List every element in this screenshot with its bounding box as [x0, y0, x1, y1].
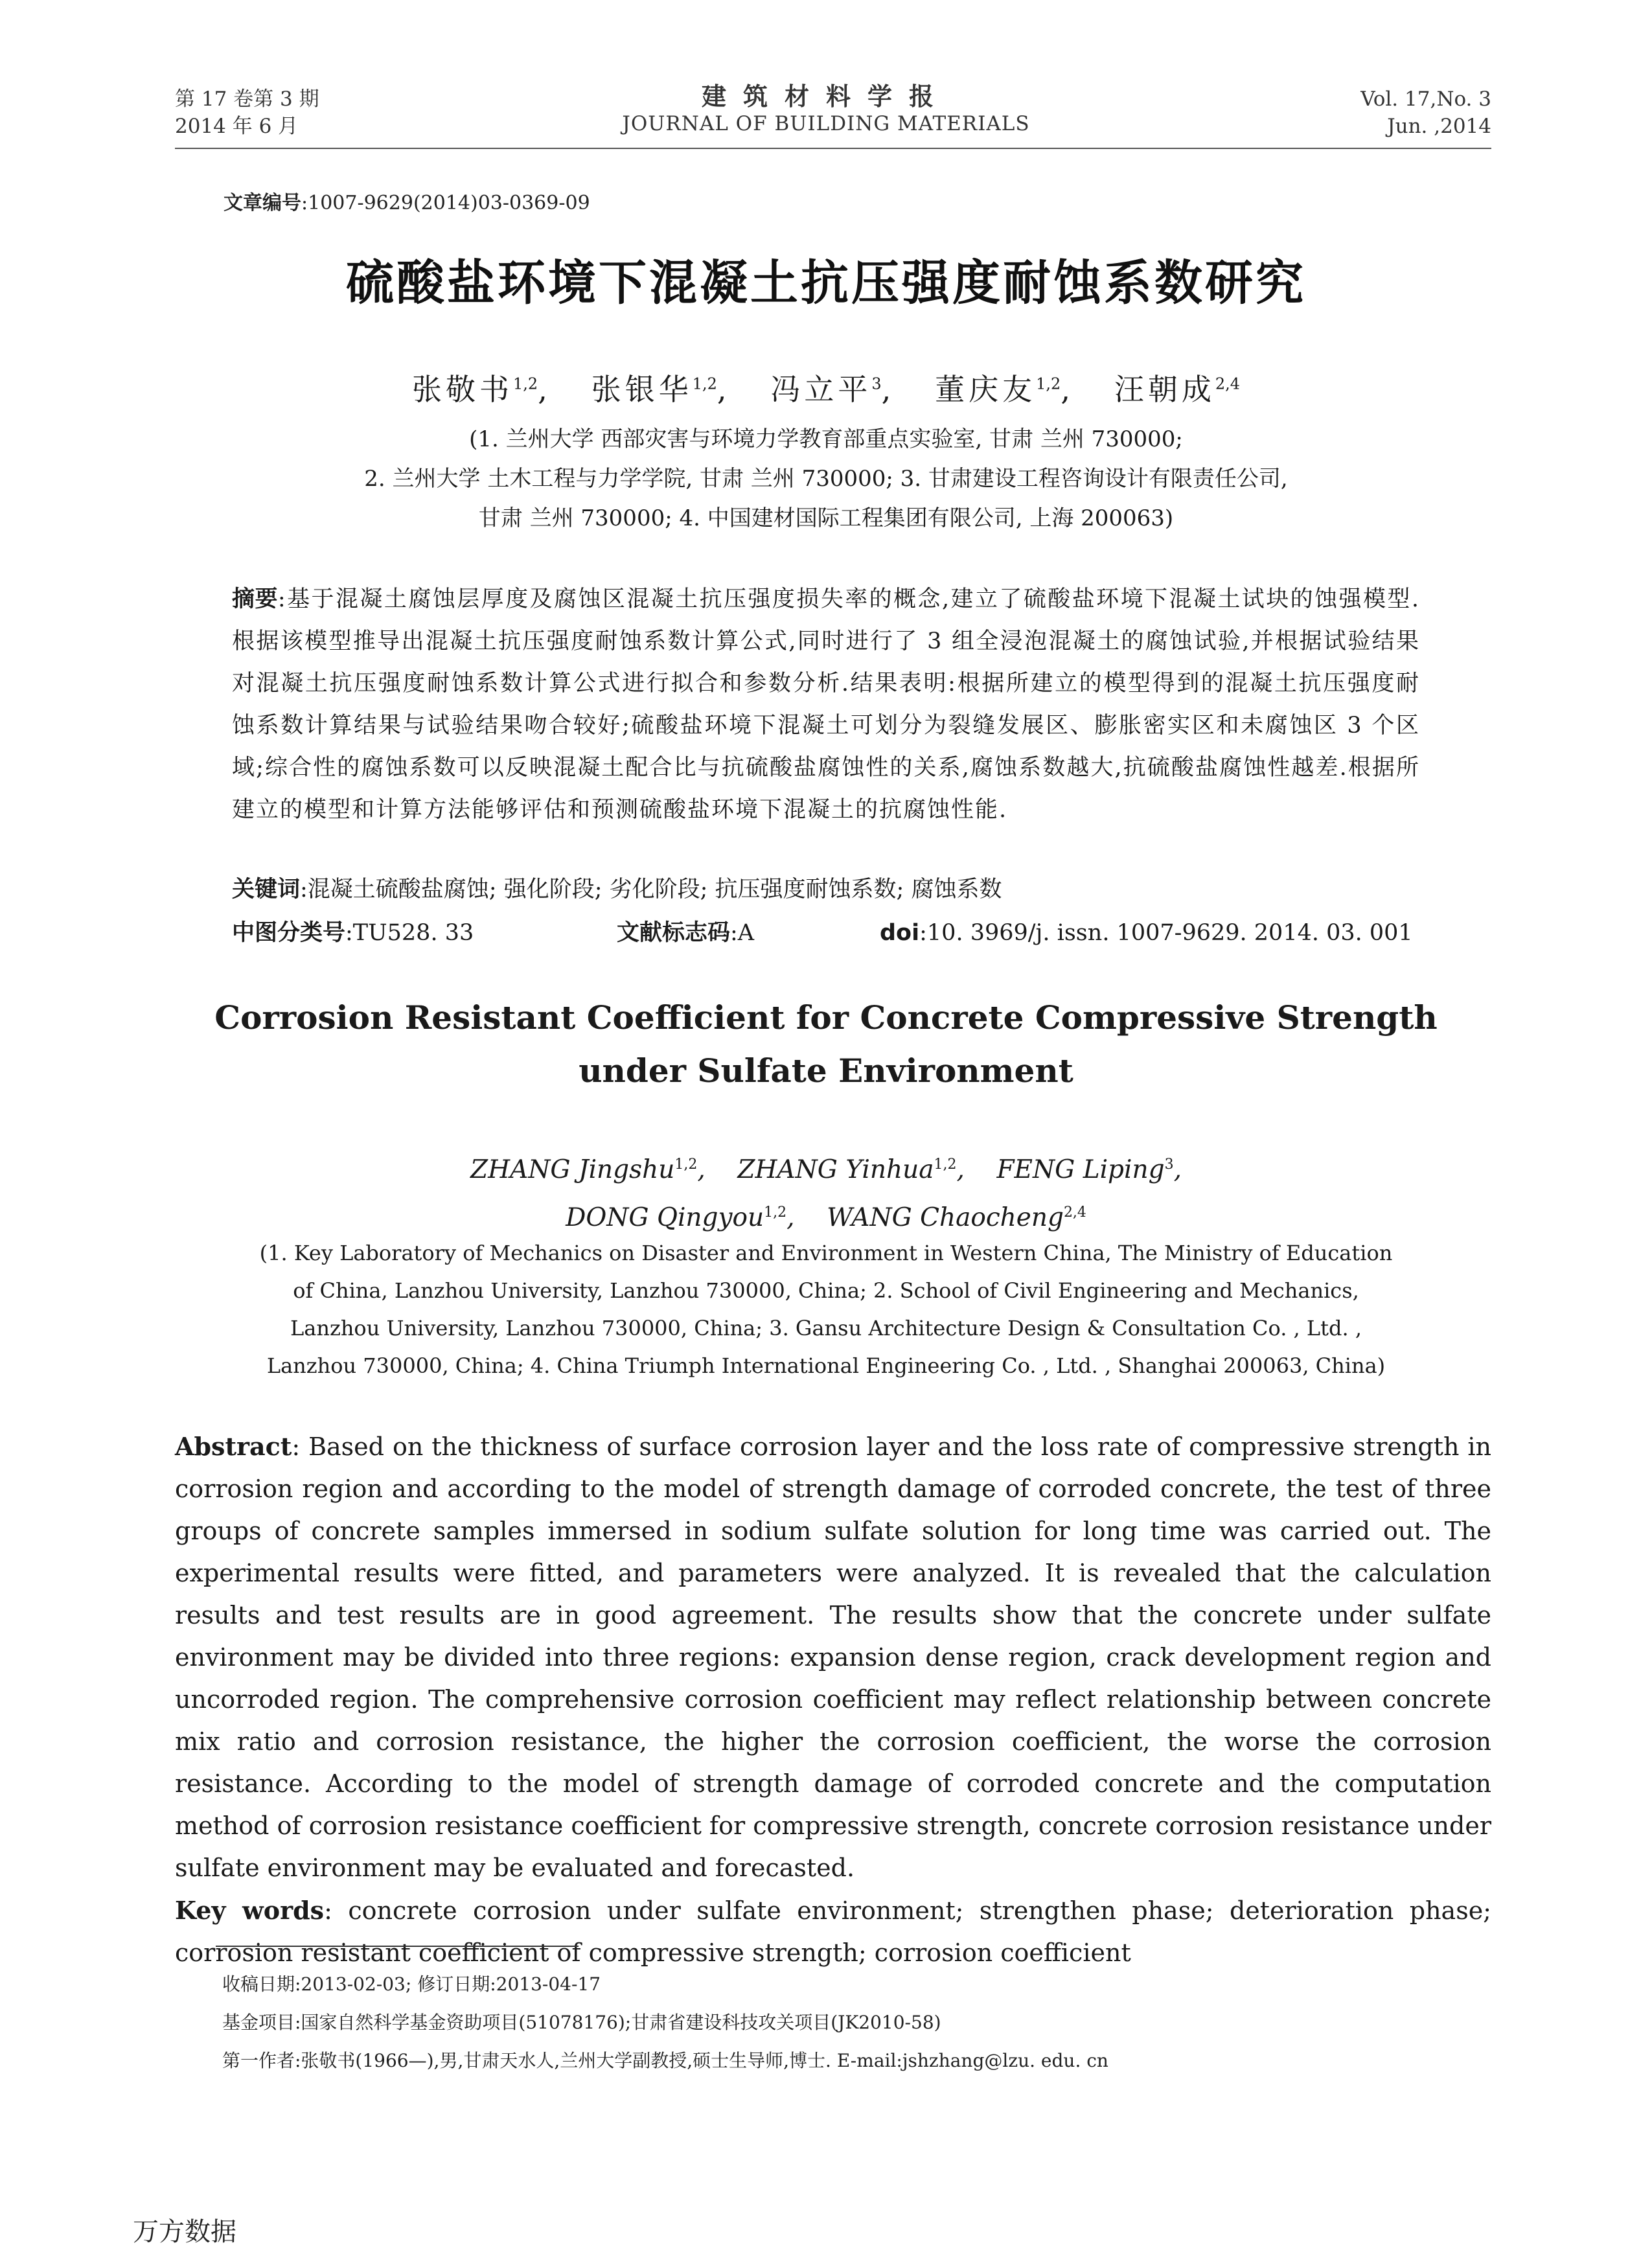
document-code: [617, 917, 754, 949]
doi: [880, 917, 1413, 949]
author-en: ZHANG Yinhua$^{1,2}$,: [737, 1155, 965, 1184]
header-divider: [175, 148, 1491, 149]
footnote-first-author: 第一作者:张敬书(1966—),男,甘肃天水人,兰州大学副教授,硕士生导师,博士. E-mail:jshzhang@lzu. edu. cn: [222, 2050, 1108, 2071]
abstract-en-paragraph: [175, 1425, 1491, 1889]
abstract-cn-text: :基于混凝土腐蚀层厚度及腐蚀区混凝土抗压强度损失率的概念,建立了硫酸盐环境下混凝土试块的蚀强模型.根据该模型推导出混凝土抗压强度耐蚀系数计算公式,同时进行了 3 组全浸泡混凝土的腐蚀试验,并根据试验结果对混凝土抗压强度耐蚀系数计算公式进行拟合和参数分析.结果表明:根据所建立的模型得到的混凝土抗压强度耐蚀系数计算结果与试验结果吻合较好;硫酸盐环境下混凝土可划分为裂缝发展区、膨胀密实区和未腐蚀区 3 个区域;综合性的腐蚀系数可以反映混凝土配合比与抗硫酸盐腐蚀性的关系,腐蚀系数越大,抗硫酸盐腐蚀性越差.根据所建立的模型和计算方法能够评估和预测硫酸盐环境下混凝土的抗腐蚀性能.: [232, 586, 1420, 823]
author-cn: 董庆友$^{1,2}$,: [935, 372, 1074, 407]
article-number-value: :1007-9629(2014)03-0369-09: [301, 192, 590, 214]
abstract-cn-label: 摘要: [232, 586, 278, 612]
clc-number: [232, 917, 474, 949]
document-code-label: 文献标志码: [617, 920, 731, 946]
author-en: WANG Chaocheng$^{2,4}$: [827, 1203, 1086, 1232]
footnote-received-date: 收稿日期:2013-02-03; 修订日期:2013-04-17: [222, 1973, 601, 1995]
document-code-value: :A: [730, 920, 755, 946]
author-en: DONG Qingyou$^{1,2}$,: [566, 1203, 795, 1232]
affiliation-line: of China, Lanzhou University, Lanzhou 730000, China; 2. School of Civil Engineering and Mechanics,: [293, 1278, 1359, 1303]
affiliation-line: Lanzhou University, Lanzhou 730000, China; 3. Gansu Architecture Design & Consultation Co. , Ltd. ,: [290, 1316, 1362, 1340]
title-cn: 硫酸盐环境下混凝土抗压强度耐蚀系数研究: [346, 255, 1306, 311]
date-cn: 2014 年 6 月: [175, 115, 299, 138]
title-en: [0, 991, 1652, 1098]
affiliation-line: 甘肃 兰州 730000; 4. 中国建材国际工程集团有限公司, 上海 200063): [478, 505, 1174, 531]
abstract-en-text: : Based on the thickness of surface corrosion layer and the loss rate of compressive strength in corrosion region and according to the model of strength damage of corroded concrete, the test of three groups of concrete samples immersed in sodium sulfate solution for long time was carried out. The experimental results were fitted, and parameters were analyzed. It is revealed that the calculation results and test results are in good agreement. The results show that the concrete under sulfate environment may be divided into three regions: expansion dense region, crack development region and uncorroded region. The comprehensive corrosion coefficient may reflect relationship between concrete mix ratio and corrosion resistance, the higher the corrosion coefficient, the worse the corrosion resistance. According to the model of strength damage of corroded concrete and the computation method of corrosion resistance coefficient for compressive strength, concrete corrosion resistance under sulfate environment may be evaluated and forecasted.: [175, 1432, 1491, 1882]
keywords-cn-text: :混凝土硫酸盐腐蚀; 强化阶段; 劣化阶段; 抗压强度耐蚀系数; 腐蚀系数: [300, 877, 1002, 903]
author-cn: 张银华$^{1,2}$,: [591, 372, 731, 407]
affiliations-en: [0, 1234, 1652, 1385]
author-cn: 冯立平$^3$,: [770, 372, 895, 407]
author-en: FENG Liping$^3$,: [996, 1155, 1182, 1184]
affiliation-line: 2. 兰州大学 土木工程与力学学院, 甘肃 兰州 730000; 3. 甘肃建设工程咨询设计有限责任公司,: [364, 466, 1288, 492]
date-en: Jun. ,2014: [1387, 115, 1491, 138]
keywords-cn: [232, 873, 1002, 906]
journal-name-cn: 建筑材料学报: [701, 82, 950, 111]
author-cn: 张敬书$^{1,2}$,: [412, 372, 551, 407]
author-cn: 汪朝成$^{2,4}$: [1114, 372, 1240, 407]
affiliation-line: (1. 兰州大学 西部灾害与环境力学教育部重点实验室, 甘肃 兰州 730000;: [469, 426, 1183, 452]
volume-issue-cn: 第 17 卷第 3 期: [175, 87, 319, 111]
doi-label: doi: [880, 920, 920, 946]
keywords-en-text: : concrete corrosion under sulfate environment; strengthen phase; deterioration phase; corrosion resistant coefficient of compressive strength; corrosion coefficient: [175, 1896, 1491, 1967]
affiliations-cn: [0, 420, 1652, 538]
keywords-en-label: Key words: [175, 1896, 325, 1925]
title-en-line: under Sulfate Environment: [579, 1052, 1073, 1090]
article-number-label: 文章编号: [224, 192, 301, 214]
title-en-line: Corrosion Resistant Coefficient for Concrete Compressive Strength: [214, 998, 1438, 1037]
authors-cn: [0, 366, 1652, 409]
clc-value: :TU528. 33: [345, 920, 474, 946]
abstract-cn: [232, 579, 1420, 831]
article-number: [224, 187, 590, 215]
footnote-funding: 基金项目:国家自然科学基金资助项目(51078176);甘肃省建设科技攻关项目(JK2010-58): [222, 2012, 941, 2033]
volume-issue-en: Vol. 17,No. 3: [1360, 87, 1491, 111]
footnote-divider: [216, 1946, 579, 1947]
author-en: ZHANG Jingshu$^{1,2}$,: [470, 1155, 706, 1184]
clc-label: 中图分类号: [232, 920, 346, 946]
abstract-en: [175, 1425, 1491, 1974]
journal-name-en: JOURNAL OF BUILDING MATERIALS: [622, 112, 1030, 135]
header-right: [1360, 86, 1491, 140]
doi-value: :10. 3969/j. issn. 1007-9629. 2014. 03. 001: [919, 920, 1413, 946]
authors-en: [0, 1144, 1652, 1239]
authors-en-line: [0, 1144, 1652, 1191]
keywords-cn-label: 关键词: [232, 877, 301, 903]
affiliation-line: (1. Key Laboratory of Mechanics on Disaster and Environment in Western China, The Ministry of Education: [259, 1241, 1393, 1265]
keywords-en: [175, 1889, 1491, 1974]
authors-en-line: [0, 1191, 1652, 1239]
watermark-wanfang: 万方数据: [133, 2217, 236, 2247]
affiliation-line: Lanzhou 730000, China; 4. China Triumph International Engineering Co. , Ltd. , Shanghai 200063, China): [266, 1353, 1386, 1378]
abstract-en-label: Abstract: [175, 1432, 292, 1461]
